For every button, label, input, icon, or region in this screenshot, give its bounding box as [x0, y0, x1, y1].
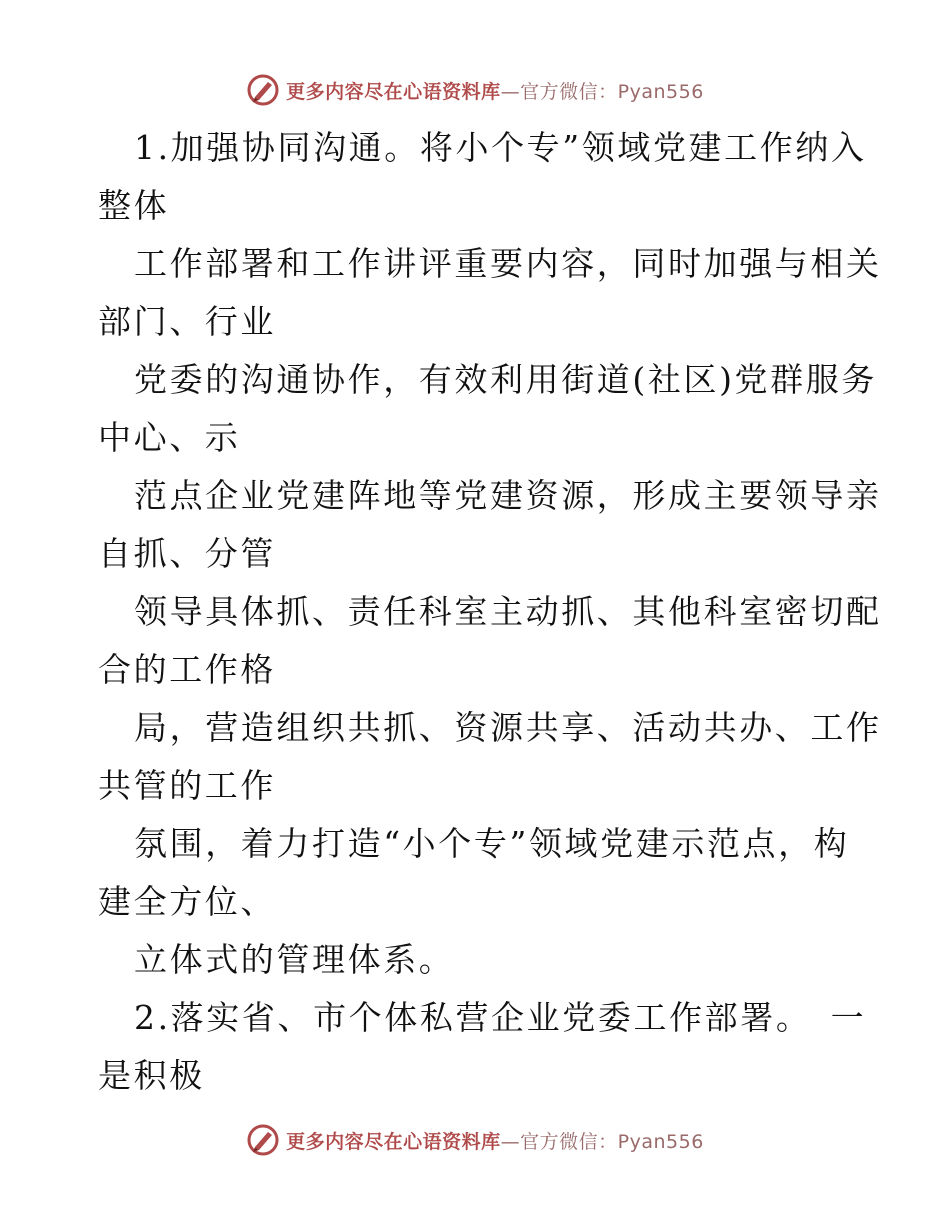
text-line: 范点企业党建阵地等党建资源，形成主要领导亲: [134, 476, 882, 515]
watermark-brand: 更多内容尽在心语资料库: [286, 1130, 501, 1153]
watermark-header: [0, 70, 950, 110]
watermark-wechat: 官方微信：Pyan556: [520, 1130, 704, 1153]
watermark-footer: [0, 1120, 950, 1160]
pen-logo-icon: [246, 1123, 280, 1157]
text-line: 自抓、分管: [98, 534, 276, 573]
text-line: 合的工作格: [98, 650, 276, 689]
watermark-wechat: 官方微信：Pyan556: [520, 80, 704, 103]
text-line: 共管的工作: [98, 766, 276, 805]
text-line: 工作部署和工作讲评重要内容，同时加强与相关: [134, 244, 882, 283]
watermark-brand: 更多内容尽在心语资料库: [286, 80, 501, 103]
text-line: 是积极: [98, 1056, 205, 1095]
text-line: 氛围，着力打造“小个专”领域党建示范点，构: [134, 824, 850, 863]
document-body: [98, 119, 882, 1105]
text-line: 整体: [98, 186, 170, 225]
text-line: 局，营造组织共抓、资源共享、活动共办、工作: [134, 708, 882, 747]
text-line: 领导具体抓、责任科室主动抓、其他科室密切配: [134, 592, 882, 631]
text-line: 部门、行业: [98, 302, 276, 341]
text-line: 2.落实省、市个体私营企业党委工作部署。 一: [134, 998, 867, 1037]
watermark-separator: —: [500, 1130, 521, 1153]
pen-logo-icon: [246, 73, 280, 107]
text-line: 立体式的管理体系。: [134, 940, 455, 979]
watermark-text: [286, 1127, 704, 1154]
text-line: 中心、示: [98, 418, 241, 457]
text-line: 党委的沟通协作，有效利用街道(社区)党群服务: [134, 360, 877, 399]
watermark-separator: —: [500, 80, 521, 103]
text-line: 建全方位、: [98, 882, 276, 921]
text-line: 1.加强协同沟通。将小个专”领域党建工作纳入: [134, 128, 867, 167]
watermark-text: [286, 77, 704, 104]
